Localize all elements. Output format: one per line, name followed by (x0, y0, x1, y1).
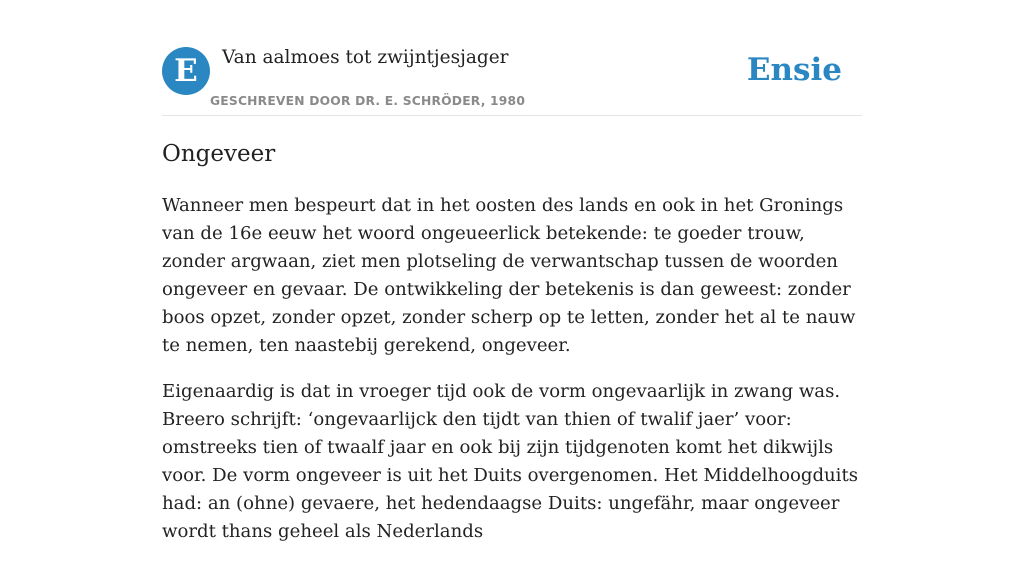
article-body (162, 192, 862, 564)
book-title-link[interactable]: Van aalmoes tot zwijntjesjager (222, 47, 509, 68)
paragraph: Wanneer men bespeurt dat in het oosten des lands en ook in het Gronings van de 16e eeuw het woord ongeueerlick betekende: te goeder trouw, zonder argwaan, ziet men plotseling de verwantschap tussen de woorden ongeveer en gevaar. De ontwikkeling der betekenis is dan geweest: zonder boos opzet, zonder opzet, zonder scherp op te letten, zonder het al te nauw te nemen, ten naastebij gerekend, ongeveer. (162, 195, 856, 356)
header (162, 46, 862, 116)
entry-title: Ongeveer (162, 141, 276, 167)
brand-logo[interactable]: Ensie (746, 52, 842, 88)
paragraph: Eigenaardig is dat in vroeger tijd ook de vorm ongevaarlijk in zwang was. Breero schrijft: ‘ongevaarlijck den tijdt van thien of twalif jaer’ voor: omstreeks tien of twaalf jaar en ook bij zijn tijdgenoten komt het dikwijls voor. De vorm ongeveer is uit het Duits overgenomen. Het Middelhoogduits had: an (ohne) gevaere, het hedendaagse Duits: ungefähr, maar ongeveer wordt thans geheel als Nederlands (162, 381, 859, 542)
ensie-logo-icon[interactable]: E (162, 47, 210, 95)
byline: GESCHREVEN DOOR DR. E. SCHRÖDER, 1980 (210, 94, 526, 108)
header-divider (162, 115, 862, 116)
